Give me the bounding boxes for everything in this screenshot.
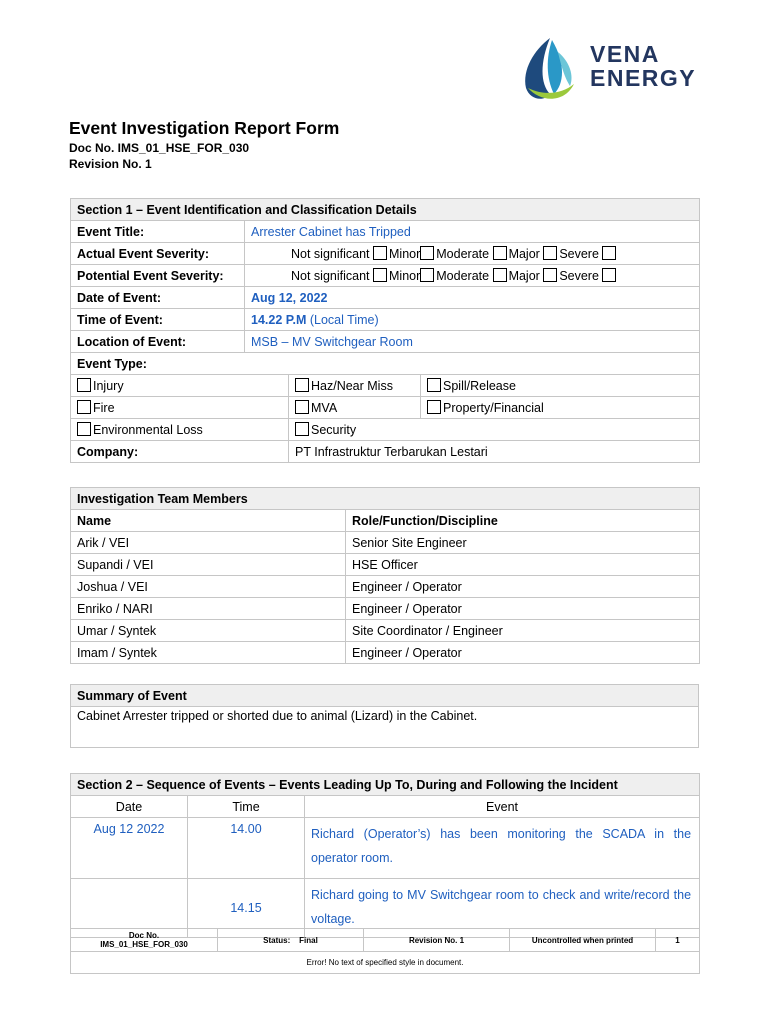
form-title: Event Investigation Report Form [69, 118, 340, 138]
environmental-label: Environmental Loss [93, 423, 203, 437]
member-role: Site Coordinator / Engineer [346, 620, 700, 642]
member-role: Engineer / Operator [346, 642, 700, 664]
property-label: Property/Financial [443, 401, 544, 415]
footer-doc-no-label: Doc No. [128, 931, 160, 940]
member-role: Senior Site Engineer [346, 532, 700, 554]
table-row [71, 532, 700, 554]
security-label: Security [311, 423, 357, 437]
potential-moderate-checkbox[interactable] [493, 268, 507, 282]
actual-moderate-checkbox[interactable] [493, 246, 507, 260]
potential-severity-severe: Severe [559, 269, 599, 283]
col-time: Time [188, 796, 305, 818]
table-row [71, 598, 700, 620]
table-row [71, 818, 700, 879]
member-name: Imam / Syntek [71, 642, 346, 664]
section2-heading: Section 2 – Sequence of Events – Events Leading Up To, During and Following the Incident [71, 774, 700, 796]
potential-severity-options [245, 265, 700, 287]
event-type-haz [289, 375, 421, 397]
summary-heading: Summary of Event [71, 685, 699, 707]
date-value: Aug 12, 2022 [245, 287, 700, 309]
seq-date: Aug 12 2022 [71, 818, 188, 879]
event-type-mva [289, 397, 421, 419]
member-role: Engineer / Operator [346, 576, 700, 598]
team-col-name: Name [71, 510, 346, 532]
potential-severity-moderate: Moderate [436, 269, 490, 283]
doc-number: Doc No. IMS_01_HSE_FOR_030 [69, 141, 250, 155]
seq-event: Richard (Operator’s) has been monitoring the SCADA in the operator room. [305, 818, 700, 879]
injury-checkbox[interactable] [77, 378, 91, 392]
company-value: PT Infrastruktur Terbarukan Lestari [289, 441, 700, 463]
team-table [70, 487, 700, 664]
event-type-injury [71, 375, 289, 397]
event-type-property [421, 397, 700, 419]
time-value: 14.22 P.M [251, 312, 307, 327]
actual-minor-checkbox[interactable] [420, 246, 434, 260]
event-type-label: Event Type: [71, 353, 700, 375]
haz-label: Haz/Near Miss [311, 379, 393, 393]
fire-label: Fire [93, 401, 115, 415]
summary-text: Cabinet Arrester tripped or shorted due to animal (Lizard) in the Cabinet. [71, 707, 699, 748]
actual-severity-options [245, 243, 700, 265]
actual-not-significant-checkbox[interactable] [373, 246, 387, 260]
event-type-fire [71, 397, 289, 419]
table-row [71, 554, 700, 576]
company-label: Company: [71, 441, 289, 463]
col-date: Date [71, 796, 188, 818]
member-name: Joshua / VEI [71, 576, 346, 598]
event-type-spill [421, 375, 700, 397]
environmental-checkbox[interactable] [77, 422, 91, 436]
member-name: Supandi / VEI [71, 554, 346, 576]
potential-severe-checkbox[interactable] [602, 268, 616, 282]
member-name: Arik / VEI [71, 532, 346, 554]
section1-table [70, 198, 700, 463]
footer-uncontrolled: Uncontrolled when printed [510, 929, 656, 952]
location-value: MSB – MV Switchgear Room [245, 331, 700, 353]
member-role: Engineer / Operator [346, 598, 700, 620]
potential-minor-checkbox[interactable] [420, 268, 434, 282]
col-event: Event [305, 796, 700, 818]
footer-status-label: Status: [263, 935, 291, 945]
member-name: Umar / Syntek [71, 620, 346, 642]
team-col-role: Role/Function/Discipline [346, 510, 700, 532]
footer-status [218, 929, 364, 952]
footer-doc-no [71, 929, 218, 952]
mva-label: MVA [311, 401, 338, 415]
logo-line-vena: VENA [590, 41, 660, 67]
actual-severity-label: Actual Event Severity: [71, 243, 245, 265]
seq-event: Richard going to MV Switchgear room to check and write/record the voltage. [305, 879, 700, 938]
actual-severity-not-significant: Not significant [291, 247, 370, 261]
actual-severity-severe: Severe [559, 247, 599, 261]
actual-severity-major: Major [508, 247, 540, 261]
spill-label: Spill/Release [443, 379, 516, 393]
time-label: Time of Event: [71, 309, 245, 331]
footer-page-number: 1 [656, 929, 700, 952]
potential-severity-not-significant: Not significant [291, 269, 370, 283]
property-checkbox[interactable] [427, 400, 441, 414]
potential-severity-label: Potential Event Severity: [71, 265, 245, 287]
member-name: Enriko / NARI [71, 598, 346, 620]
section1-heading: Section 1 – Event Identification and Classification Details [71, 199, 700, 221]
time-cell [245, 309, 700, 331]
footer-error-text: Error! No text of specified style in document. [71, 952, 700, 974]
security-checkbox[interactable] [295, 422, 309, 436]
injury-label: Injury [93, 379, 124, 393]
actual-severe-checkbox[interactable] [602, 246, 616, 260]
leaf-logo-icon [520, 36, 576, 104]
time-suffix: (Local Time) [309, 312, 379, 327]
table-row [71, 620, 700, 642]
event-title-value: Arrester Cabinet has Tripped [245, 221, 700, 243]
actual-severity-minor: Minor [389, 247, 421, 261]
mva-checkbox[interactable] [295, 400, 309, 414]
footer-status-value: Final [299, 935, 318, 945]
table-row [71, 642, 700, 664]
section2-table [70, 773, 700, 938]
footer-doc-no-value: IMS_01_HSE_FOR_030 [100, 940, 188, 949]
table-row [71, 576, 700, 598]
team-heading: Investigation Team Members [71, 488, 700, 510]
event-type-security [289, 419, 700, 441]
spill-checkbox[interactable] [427, 378, 441, 392]
fire-checkbox[interactable] [77, 400, 91, 414]
location-label: Location of Event: [71, 331, 245, 353]
actual-major-checkbox[interactable] [543, 246, 557, 260]
seq-time: 14.15 [188, 879, 305, 938]
logo-line-energy: ENERGY [590, 65, 697, 91]
potential-major-checkbox[interactable] [543, 268, 557, 282]
member-role: HSE Officer [346, 554, 700, 576]
haz-checkbox[interactable] [295, 378, 309, 392]
event-title-label: Event Title: [71, 221, 245, 243]
footer-table [70, 928, 700, 974]
event-type-environmental [71, 419, 289, 441]
footer-revision: Revision No. 1 [364, 929, 510, 952]
revision-number: Revision No. 1 [69, 157, 152, 171]
potential-severity-minor: Minor [389, 269, 421, 283]
actual-severity-moderate: Moderate [436, 247, 490, 261]
summary-table [70, 684, 699, 748]
potential-not-significant-checkbox[interactable] [373, 268, 387, 282]
vena-energy-logo [520, 36, 700, 104]
seq-time: 14.00 [188, 818, 305, 879]
date-label: Date of Event: [71, 287, 245, 309]
potential-severity-major: Major [508, 269, 540, 283]
